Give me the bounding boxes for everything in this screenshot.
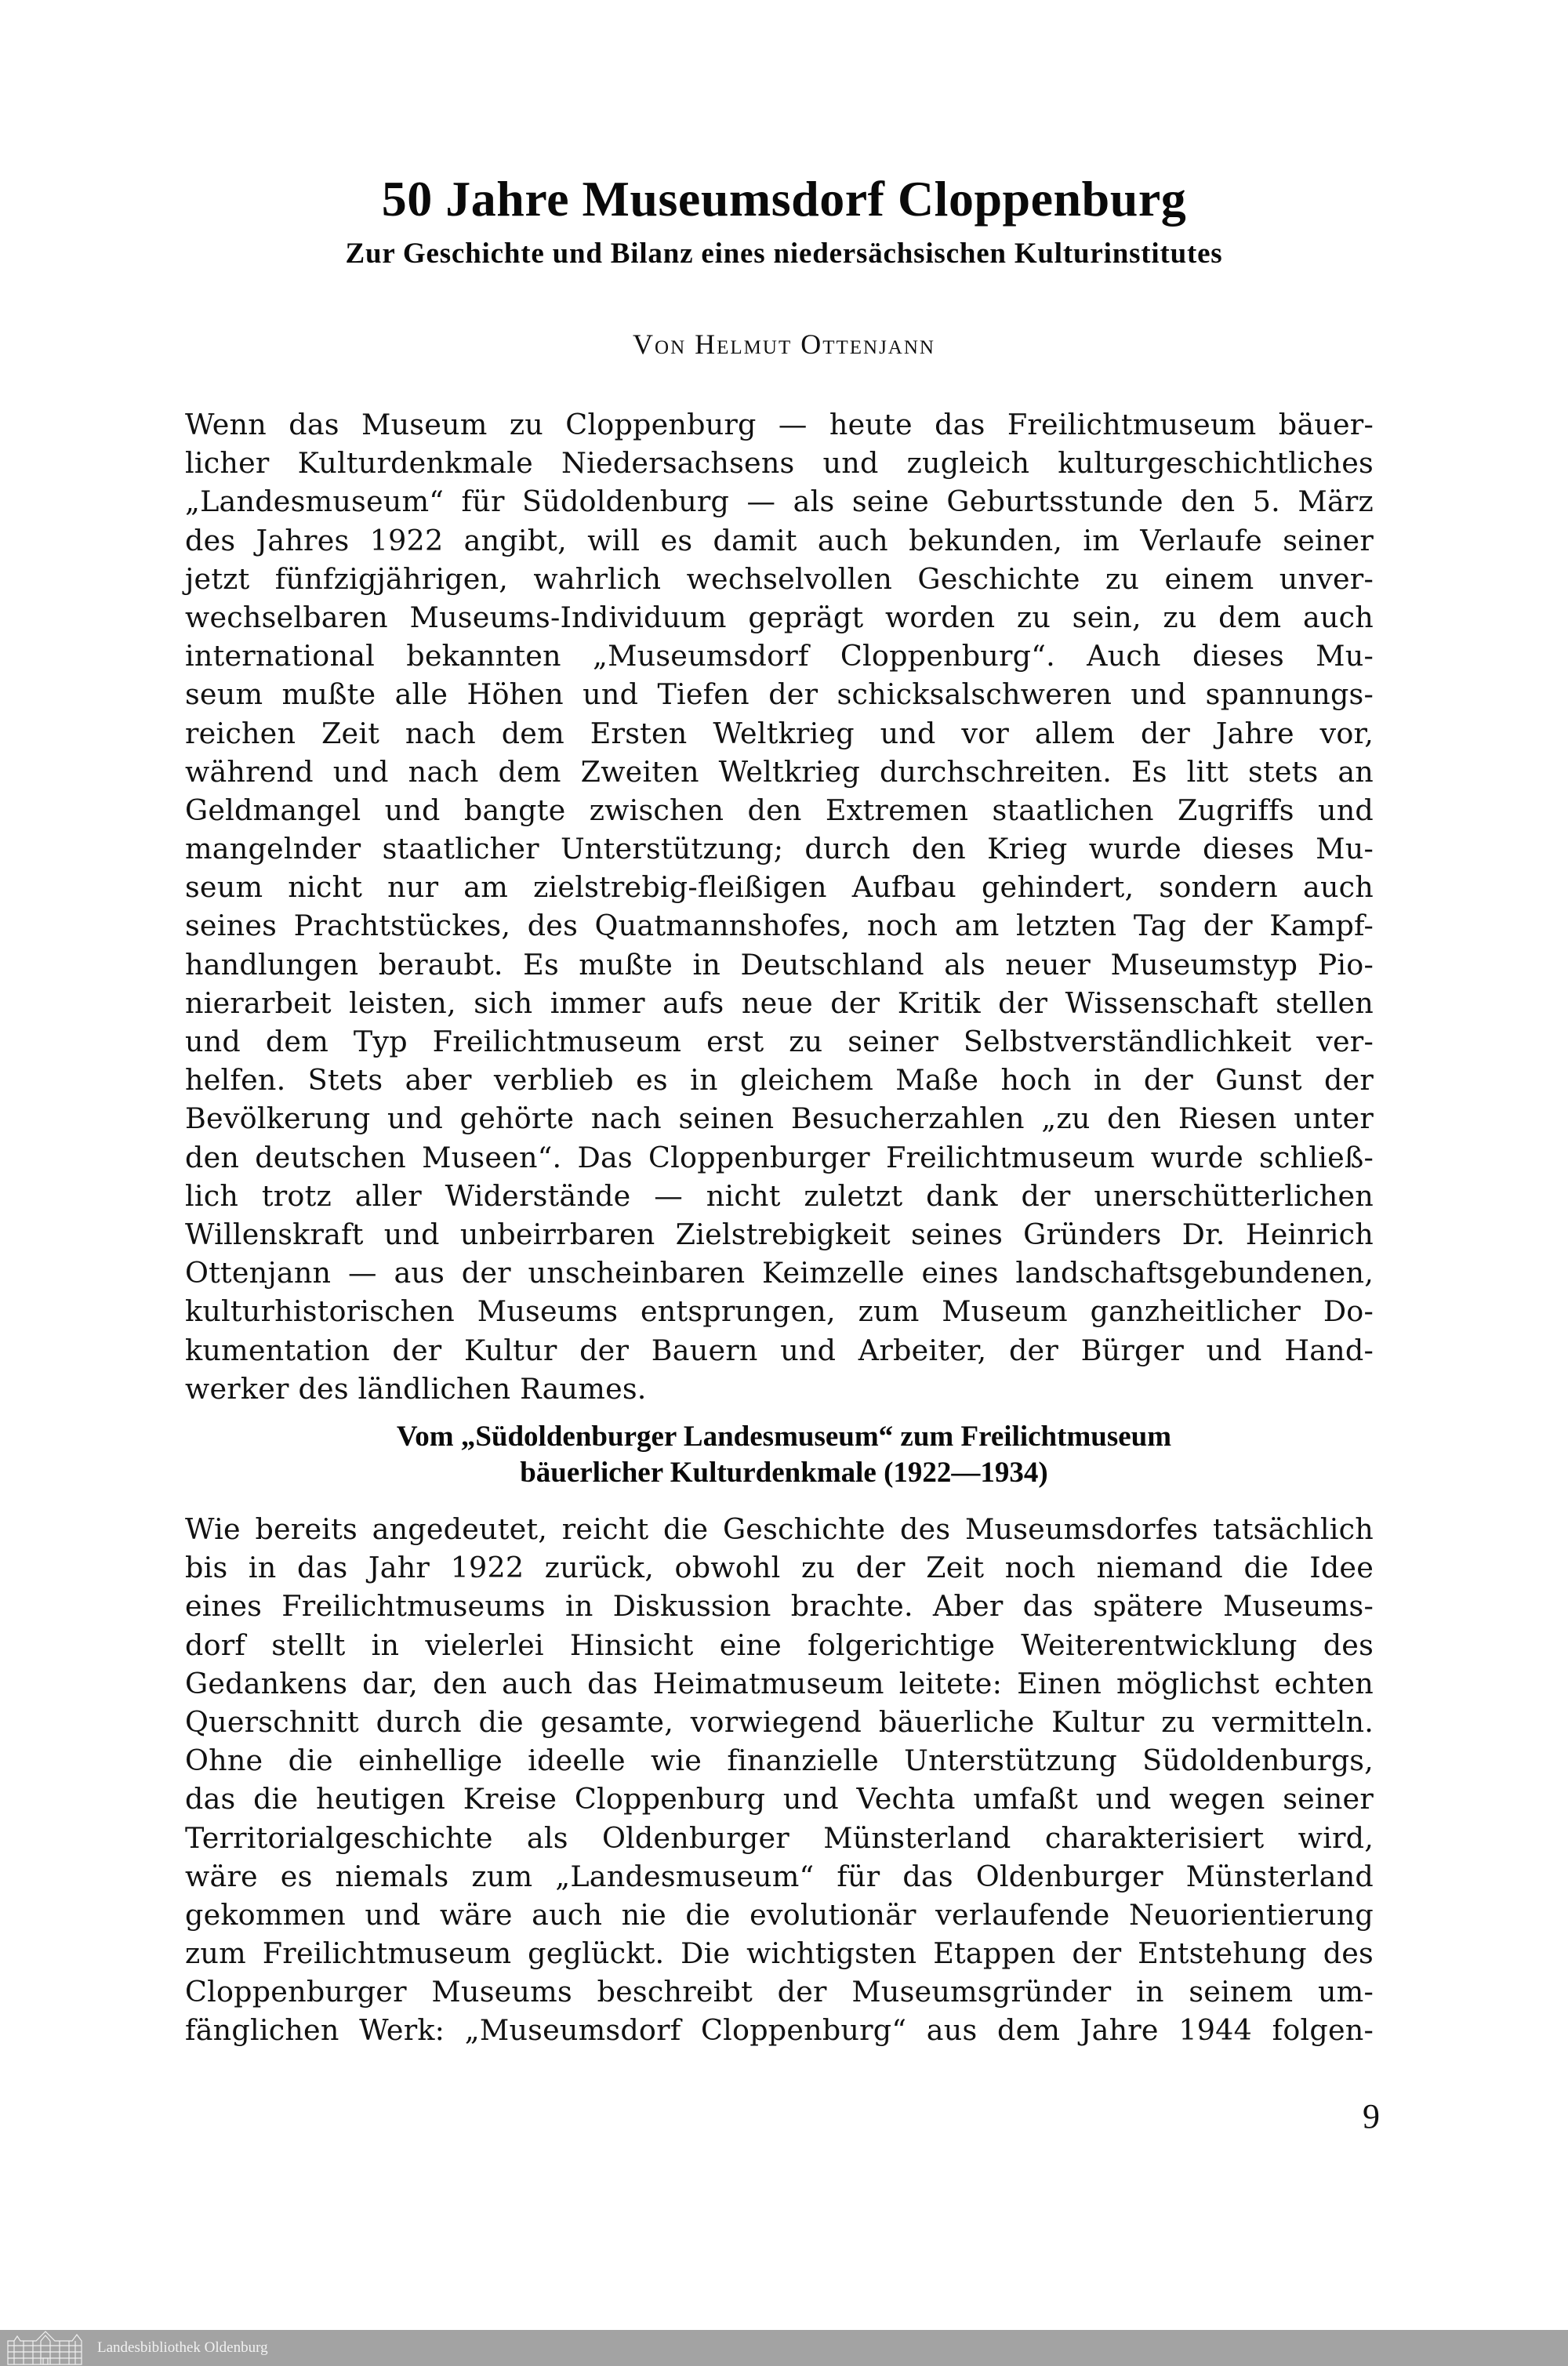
text-line: nierarbeit leisten, sich immer aufs neue der Kritik der Wissenschaft stellen <box>185 985 1374 1020</box>
text-line: mangelnder staatlicher Unterstützung; durch den Krieg wurde dieses Mu- <box>185 832 1374 866</box>
text-line: Querschnitt durch die gesamte, vorwiegend bäuerliche Kultur zu vermitteln. <box>185 1704 1374 1739</box>
text-line: wäre es niemals zum „Landesmuseum“ für das Oldenburger Münsterland <box>185 1859 1374 1893</box>
text-line: Ottenjann — aus der unscheinbaren Keimzelle eines landschaftsgebundenen, <box>185 1256 1374 1290</box>
text-line: lich trotz aller Widerstände — nicht zuletzt dank der unerschütterlichen <box>185 1178 1374 1213</box>
text-line: Geldmangel und bangte zwischen den Extremen staatlichen Zugriffs und <box>185 793 1374 827</box>
text-line: helfen. Stets aber verblieb es in gleichem Maße hoch in der Gunst der <box>185 1063 1374 1098</box>
text-line: bis in das Jahr 1922 zurück, obwohl zu der Zeit noch niemand die Idee <box>185 1551 1374 1585</box>
text-line: Willenskraft und unbeirrbaren Zielstrebigkeit seines Gründers Dr. Heinrich <box>185 1217 1374 1251</box>
text-line: wechselbaren Museums-Individuum geprägt worden zu sein, zu dem auch <box>185 600 1374 634</box>
text-line: licher Kulturdenkmale Niedersachsens und zugleich kulturgeschichtliches <box>185 446 1374 481</box>
text-line: werker des ländlichen Raumes. <box>185 1371 647 1406</box>
text-line: und dem Typ Freilichtmuseum erst zu seiner Selbstverständlichkeit ver- <box>185 1025 1374 1058</box>
library-building-icon <box>5 2330 88 2366</box>
text-line: jetzt fünfzigjährigen, wahrlich wechselvollen Geschichte zu einem unver- <box>185 561 1374 596</box>
text-line: das die heutigen Kreise Cloppenburg und Vechta umfaßt und wegen seiner <box>185 1782 1374 1816</box>
text-line: reichen Zeit nach dem Ersten Weltkrieg und vor allem der Jahre vor, <box>185 716 1374 750</box>
text-line: den deutschen Museen“. Das Cloppenburger Freilichtmuseum wurde schließ- <box>185 1140 1374 1174</box>
text-line: des Jahres 1922 angibt, will es damit auch bekunden, im Verlaufe seiner <box>185 523 1374 557</box>
text-line: kumentation der Kultur der Bauern und Arbeiter, der Bürger und Hand- <box>185 1333 1374 1367</box>
text-line: während und nach dem Zweiten Weltkrieg durchschreiten. Es litt stets an <box>185 754 1374 789</box>
text-line: eines Freilichtmuseums in Diskussion brachte. Aber das spätere Museums- <box>185 1589 1374 1624</box>
text-line: Territorialgeschichte als Oldenburger Münsterland charakterisiert wird, <box>185 1820 1374 1855</box>
author-byline: Von Helmut Ottenjann <box>633 328 935 360</box>
text-line: „Landesmuseum“ für Südoldenburg — als seine Geburtsstunde den 5. März <box>185 484 1374 519</box>
text-line: dorf stellt in vielerlei Hinsicht eine folgerichtige Weiterentwicklung des <box>185 1628 1374 1662</box>
footer-bar <box>0 2330 1568 2366</box>
section-heading-line: bäuerlicher Kulturdenkmale (1922—1934) <box>520 1457 1048 1489</box>
text-line: gekommen und wäre auch nie die evolutionär verlaufende Neuorientierung <box>185 1897 1374 1932</box>
text-line: Wie bereits angedeutet, reicht die Geschichte des Museumsdorfes tatsächlich <box>185 1512 1374 1546</box>
text-line: seines Prachtstückes, des Quatmannshofes, noch am letzten Tag der Kampf- <box>185 909 1374 943</box>
page-title: 50 Jahre Museumsdorf Cloppenburg <box>381 171 1187 227</box>
text-line: handlungen beraubt. Es mußte in Deutschland als neuer Museumstyp Pio- <box>185 947 1374 982</box>
text-line: zum Freilichtmuseum geglückt. Die wichtigsten Etappen der Entstehung des <box>185 1936 1374 1971</box>
paragraph-history <box>185 1510 1374 2050</box>
section-heading <box>0 1419 1568 1491</box>
section-heading-line: Vom „Südoldenburger Landesmuseum“ zum Freilichtmuseum <box>396 1421 1172 1453</box>
text-line: Bevölkerung und gehörte nach seinen Besucherzahlen „zu den Riesen unter <box>185 1101 1374 1136</box>
text-line: international bekannten „Museumsdorf Cloppenburg“. Auch dieses Mu- <box>185 639 1374 673</box>
paragraph-intro <box>185 405 1374 1408</box>
text-line: kulturhistorischen Museums entsprungen, zum Museum ganzheitlicher Do- <box>185 1294 1374 1329</box>
text-line: fänglichen Werk: „Museumsdorf Cloppenburg“ aus dem Jahre 1944 folgen- <box>185 2013 1374 2048</box>
text-line: Wenn das Museum zu Cloppenburg — heute das Freilichtmuseum bäuer- <box>185 408 1374 441</box>
footer-library-name: Landesbibliothek Oldenburg <box>97 2339 268 2356</box>
text-line: Ohne die einhellige ideelle wie finanzielle Unterstützung Südoldenburgs, <box>185 1744 1374 1778</box>
page-number: 9 <box>1363 2097 1380 2136</box>
text-line: Gedankens dar, den auch das Heimatmuseum leitete: Einen möglichst echten <box>185 1666 1374 1700</box>
text-line: Cloppenburger Museums beschreibt der Museumsgründer in seinem um- <box>185 1975 1374 2009</box>
text-line: seum mußte alle Höhen und Tiefen der schicksalschweren und spannungs- <box>185 677 1374 712</box>
page-subtitle: Zur Geschichte und Bilanz eines niedersächsischen Kulturinstitutes <box>345 238 1223 270</box>
text-line: seum nicht nur am zielstrebig-fleißigen Aufbau gehindert, sondern auch <box>185 870 1374 905</box>
